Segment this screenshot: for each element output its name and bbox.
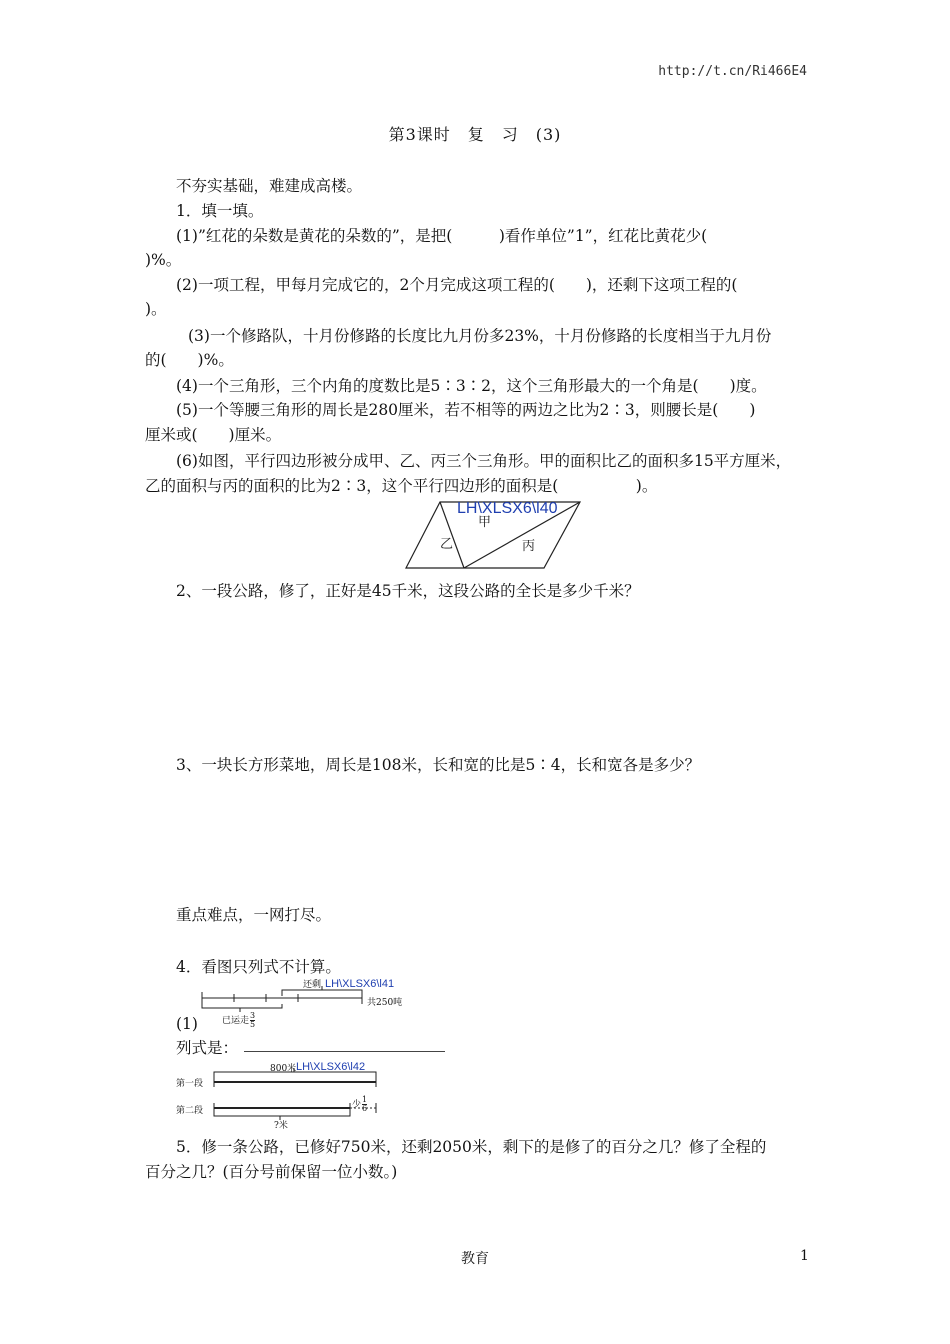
label-total: 共250吨 [367, 998, 403, 1008]
q1-p3-line2: 的( )%。 [145, 351, 234, 369]
label-yi: 乙 [440, 537, 454, 552]
q1-p6-line2: 乙的面积与丙的面积的比为2∶3，这个平行四边形的面积是( )。 [145, 477, 658, 495]
frac-den: 6 [362, 1104, 368, 1113]
frac-num: 1 [362, 1095, 368, 1104]
q1-heading: 1．填一填。 [176, 202, 264, 220]
label-segment-1: 第一段 [176, 1079, 204, 1089]
label-unknown-m: ?米 [274, 1121, 288, 1131]
formula-label: 列式是： [176, 1039, 239, 1057]
q1-p5-line1: (5)一个等腰三角形的周长是280厘米，若不相等的两边之比为2∶3，则腰长是( ) [176, 401, 756, 419]
label-800m: 800米 [270, 1064, 297, 1074]
q1-p4: (4)一个三角形，三个内角的度数比是5∶3∶2，这个三角形最大的一个角是( )度。 [176, 377, 767, 395]
label-shipped [222, 1012, 255, 1029]
q1-p2-line1: (2)一项工程，甲每月完成它的，2个月完成这项工程的( )，还剩下这项工程的( [176, 276, 738, 294]
frac-num: 3 [250, 1011, 256, 1020]
q1-p2-line2: )。 [145, 300, 167, 318]
header-url: http://t.cn/Ri466E4 [658, 64, 807, 79]
page-title: 第3课时 复 习 (3) [388, 125, 562, 144]
label-bing: 丙 [522, 539, 536, 554]
shipped-text: 已运走 [222, 1016, 250, 1026]
label-less [352, 1096, 367, 1113]
q1-p6-line1: (6)如图，平行四边形被分成甲、乙、丙三个三角形。甲的面积比乙的面积多15平方厘米， [176, 452, 792, 470]
formula-answer-line [244, 1051, 445, 1052]
label-segment-2: 第二段 [176, 1106, 204, 1116]
q4-heading: 4．看图只列式不计算。 [176, 958, 341, 976]
page-number: 1 [800, 1248, 809, 1264]
q1-p3-line1: (3)一个修路队，十月份修路的长度比九月份多23%，十月份修路的长度相当于九月份 [188, 327, 772, 345]
q1-p1-line1: (1)”红花的朵数是黄花的朵数的”，是把( )看作单位”1”，红花比黄花少( [176, 227, 708, 245]
q4-sub1: (1) [176, 1015, 198, 1033]
q1-p5-line2: 厘米或( )厘米。 [145, 426, 282, 444]
figure-overlay-l40: LH\XLSX6\l40 [457, 500, 558, 517]
q5-line1: 5．修一条公路，已修好750米，还剩2050米，剩下的是修了的百分之几？修了全程的 [176, 1138, 767, 1156]
section-heading: 重点难点，一网打尽。 [176, 906, 332, 924]
less-text: 少 [352, 1100, 362, 1110]
label-remaining: 还剩 [303, 980, 322, 990]
q1-p1-line2: )%。 [145, 251, 182, 269]
q2-text: 2、一段公路，修了，正好是45千米，这段公路的全长是多少千米？ [176, 582, 640, 600]
q5-line2: 百分之几？(百分号前保留一位小数。) [145, 1163, 398, 1181]
figure-overlay-l41: LH\XLSX6\l41 [325, 978, 395, 990]
intro-text: 不夯实基础，难建成高楼。 [176, 177, 363, 195]
fraction-3-5 [250, 1012, 255, 1029]
label-jia: 甲 [478, 515, 492, 530]
figure-overlay-l42: LH\XLSX6\l42 [296, 1061, 366, 1073]
frac-den: 5 [250, 1020, 256, 1029]
footer-label: 教育 [461, 1251, 489, 1267]
fraction-1-6 [362, 1096, 367, 1113]
shipped-brace [202, 1004, 282, 1012]
q3-text: 3、一块长方形菜地，周长是108米，长和宽的比是5∶4，长和宽各是多少？ [176, 756, 701, 774]
